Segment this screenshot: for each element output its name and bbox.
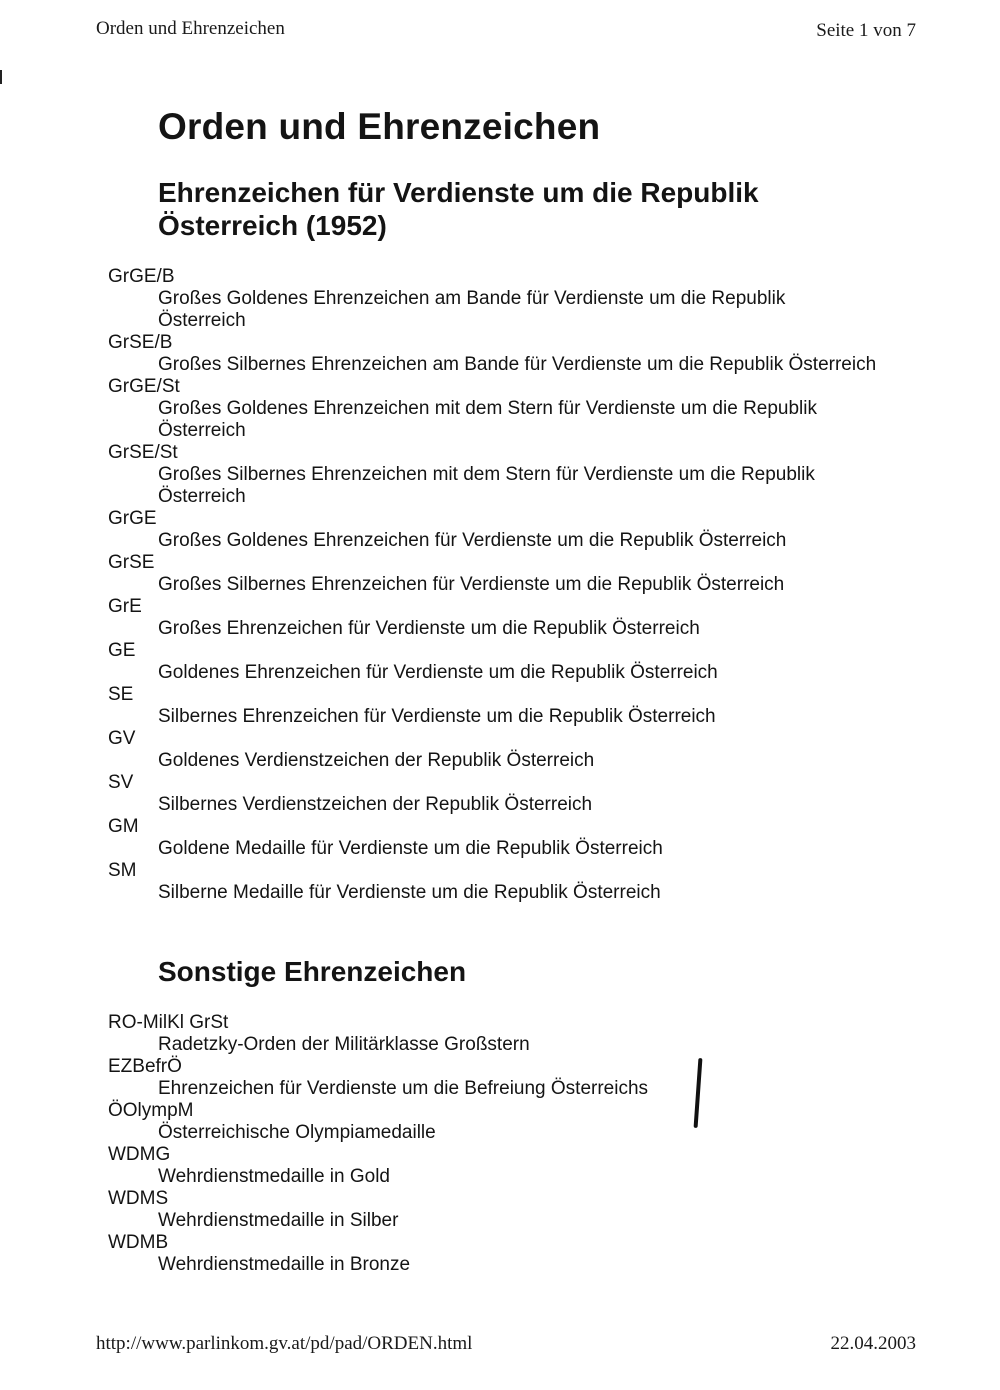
- print-header: [96, 18, 916, 40]
- abbreviation: WDMB: [108, 1232, 169, 1253]
- description: Großes Silbernes Ehrenzeichen am Bande für Verdienste um die Republik Österreich: [158, 354, 877, 375]
- section-heading-other: Sonstige Ehrenzeichen: [158, 956, 467, 987]
- abbreviation: GrGE/St: [108, 376, 180, 397]
- abbreviation: GrSE/B: [108, 332, 173, 353]
- abbreviation: GrGE: [108, 508, 157, 529]
- description: Ehrenzeichen für Verdienste um die Befreiung Österreichs: [158, 1078, 649, 1099]
- abbreviation: ÖOlympM: [108, 1100, 194, 1121]
- abbreviation: WDMS: [108, 1188, 169, 1209]
- abbreviation: SM: [108, 860, 137, 881]
- description: Wehrdienstmedaille in Bronze: [158, 1254, 411, 1275]
- abbreviation: GrE: [108, 596, 142, 617]
- header-title: Orden und Ehrenzeichen: [96, 18, 285, 39]
- abbreviation: SV: [108, 772, 134, 793]
- abbreviation: GrSE: [108, 552, 155, 573]
- abbreviation: EZBefrÖ: [108, 1056, 182, 1077]
- page-number: Seite 1 von 7: [816, 20, 916, 41]
- source-url: http://www.parlinkom.gv.at/pd/pad/ORDEN.html: [96, 1333, 473, 1354]
- abbreviation: GrGE/B: [108, 266, 175, 287]
- description: Großes Silbernes Ehrenzeichen mit dem Stern für Verdienste um die Republik Österreich: [158, 464, 815, 507]
- description: Silbernes Ehrenzeichen für Verdienste um die Republik Österreich: [158, 706, 716, 727]
- description: Goldenes Verdienstzeichen der Republik Österreich: [158, 750, 595, 771]
- abbreviation: GE: [108, 640, 136, 661]
- abbreviation: GrSE/St: [108, 442, 178, 463]
- print-date: 22.04.2003: [830, 1333, 916, 1354]
- abbreviation: WDMG: [108, 1144, 171, 1165]
- section-heading-republic: Ehrenzeichen für Verdienste um die Republik Österreich (1952): [158, 177, 759, 241]
- abbreviation: RO-MilKl GrSt: [108, 1012, 229, 1033]
- description: Silberne Medaille für Verdienste um die Republik Österreich: [158, 882, 661, 903]
- description: Radetzky-Orden der Militärklasse Großstern: [158, 1034, 530, 1055]
- description: Goldene Medaille für Verdienste um die Republik Österreich: [158, 838, 663, 859]
- description: Österreichische Olympiamedaille: [158, 1122, 436, 1143]
- page-title: Orden und Ehrenzeichen: [158, 106, 601, 147]
- abbreviation: GM: [108, 816, 139, 837]
- abbreviation: SE: [108, 684, 134, 705]
- description: Großes Goldenes Ehrenzeichen für Verdienste um die Republik Österreich: [158, 530, 787, 551]
- description: Großes Goldenes Ehrenzeichen mit dem Stern für Verdienste um die Republik Österreich: [158, 398, 817, 441]
- description: Wehrdienstmedaille in Silber: [158, 1210, 399, 1231]
- description: Wehrdienstmedaille in Gold: [158, 1166, 390, 1187]
- description: Großes Goldenes Ehrenzeichen am Bande für Verdienste um die Republik Österreich: [158, 288, 786, 331]
- scan-edge-mark: [0, 70, 2, 84]
- decoration-list-other: [0, 1012, 1000, 1276]
- description: Silbernes Verdienstzeichen der Republik Österreich: [158, 794, 593, 815]
- abbreviation: GV: [108, 728, 136, 749]
- description: Großes Silbernes Ehrenzeichen für Verdienste um die Republik Österreich: [158, 574, 785, 595]
- print-footer: [96, 1333, 916, 1355]
- description: Großes Ehrenzeichen für Verdienste um die Republik Österreich: [158, 618, 700, 639]
- description: Goldenes Ehrenzeichen für Verdienste um die Republik Österreich: [158, 662, 718, 683]
- decoration-list-republic: [0, 266, 1000, 904]
